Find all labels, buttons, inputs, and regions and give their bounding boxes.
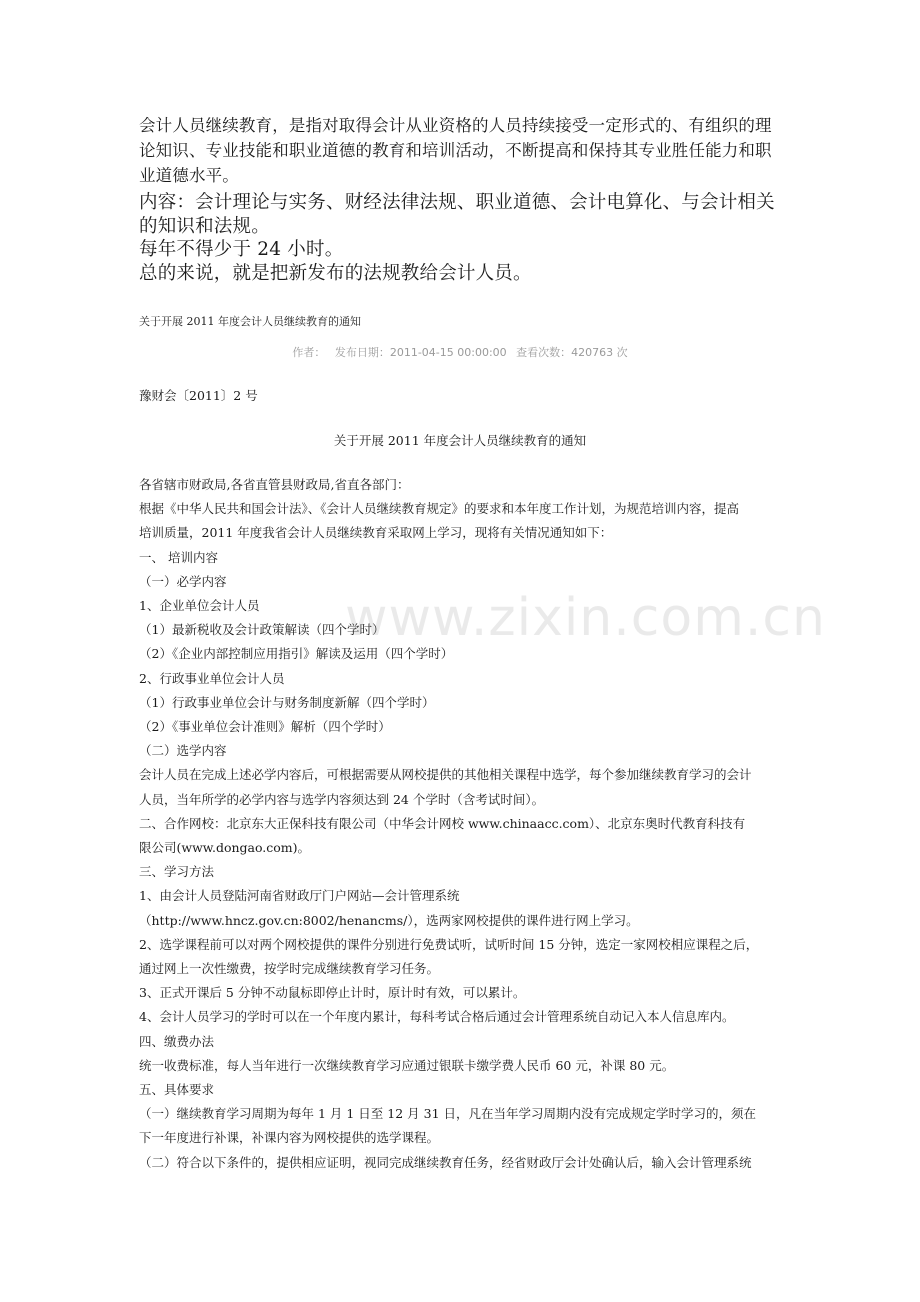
body-line: 3、正式开课后 5 分钟不动鼠标即停止计时，原计时有效，可以累计。 [139,985,526,1001]
intro-content: 内容：会计理论与实务、财经法律法规、职业道德、会计电算化、与会计相关的知识和法规。 [139,192,775,237]
body-line: 限公司(www.dongao.com)。 [139,840,311,856]
body-line: （二）符合以下条件的，提供相应证明，视同完成继续教育任务，经省财政厅会计处确认后，输入会计管理系统 [139,1154,752,1170]
intro-section [139,113,784,285]
body-line: 2、选学课程前可以对两个网校提供的课件分别进行免费试听，试听时间 15 分钟，选定一家网校相应课程之后， [139,936,759,952]
body-line: （一）继续教育学习周期为每年 1 月 1 日至 12 月 31 日，凡在当年学习周期内没有完成规定学时学习的，须在 [139,1106,757,1122]
body-line: 2、行政事业单位会计人员 [139,670,285,686]
body-line: 二、合作网校：北京东大正保科技有限公司（中华会计网校 www.chinaacc.com）、北京东奥时代教育科技有 [139,815,746,831]
meta-views [516,346,628,359]
meta-date-label: 发布日期： [334,346,390,359]
body-line: 1、由会计人员登陆河南省财政厅门户网站—会计管理系统 [139,888,460,904]
intro-paragraph: 会计人员继续教育，是指对取得会计从业资格的人员持续接受一定形式的、有组织的理论知识、专业技能和职业道德的教育和培训活动，不断提高和保持其专业胜任能力和职业道德水平。 [139,116,772,185]
body-line: 三、学习方法 [139,864,215,880]
body-line: 人员，当年所学的必学内容与选学内容须达到 24 个学时（含考试时间）。 [139,791,545,807]
meta-views-value: 420763 [571,346,614,359]
body-line: 下一年度进行补课，补课内容为网校提供的选学课程。 [139,1130,440,1146]
document-title: 关于开展 2011 年度会计人员继续教育的通知 [333,433,587,448]
body-line: （1）最新税收及会计政策解读（四个学时） [139,622,385,638]
meta-views-unit: 次 [616,346,628,359]
meta-date-value: 2011-04-15 00:00:00 [389,346,507,359]
body-line: 4、会计人员学习的学时可以在一个年度内累计，每科考试合格后通过会计管理系统自动记入本人信息库内。 [139,1009,735,1025]
meta-date [335,346,507,359]
body-line: 通过网上一次性缴费，按学时完成继续教育学习任务。 [139,961,440,977]
body-line: 1、企业单位会计人员 [139,598,260,614]
body-line: 一、 培训内容 [139,549,218,565]
body-line: 统一收费标准，每人当年进行一次继续教育学习应通过银联卡缴学费人民币 60 元，补课 80 元。 [139,1057,675,1073]
body-line: （2）《企业内部控制应用指引》解读及运用（四个学时） [139,646,454,662]
body-line: 根据《中华人民共和国会计法》、《会计人员继续教育规定》的要求和本年度工作计划，为规范培训内容，提高 [139,501,740,517]
meta-author-label: 作者： [292,346,326,359]
body-line: （二）选学内容 [139,743,227,759]
body-line: 培训质量，2011 年度我省会计人员继续教育采取网上学习，现将有关情况通知如下： [139,525,613,541]
body-line: 会计人员在完成上述必学内容后，可根据需要从网校提供的其他相关课程中选学，每个参加继续教育学习的会计 [139,767,752,783]
document-number: 豫财会〔2011〕2 号 [139,388,258,403]
document-body [139,473,784,1175]
article-meta [0,344,920,360]
body-line: （http://www.hncz.gov.cn:8002/henancms/），选两家网校提供的课件进行网上学习。 [139,912,639,928]
body-line: （2）《事业单位会计准则》解析（四个学时） [139,719,391,735]
meta-views-label: 查看次数： [516,346,572,359]
article-title: 关于开展 2011 年度会计人员继续教育的通知 [139,315,361,328]
watermark-text: www.zixin.com.cn [345,588,826,648]
body-line: 四、缴费办法 [139,1033,215,1049]
body-line: 各省辖市财政局,各省直管县财政局,省直各部门： [139,477,410,492]
body-line: （一）必学内容 [139,573,227,589]
body-line: （1）行政事业单位会计与财务制度新解（四个学时） [139,694,435,710]
body-line: 五、具体要求 [139,1082,215,1098]
intro-summary: 总的来说，就是把新发布的法规教给会计人员。 [139,262,532,284]
intro-hours: 每年不得少于 24 小时。 [139,239,344,260]
